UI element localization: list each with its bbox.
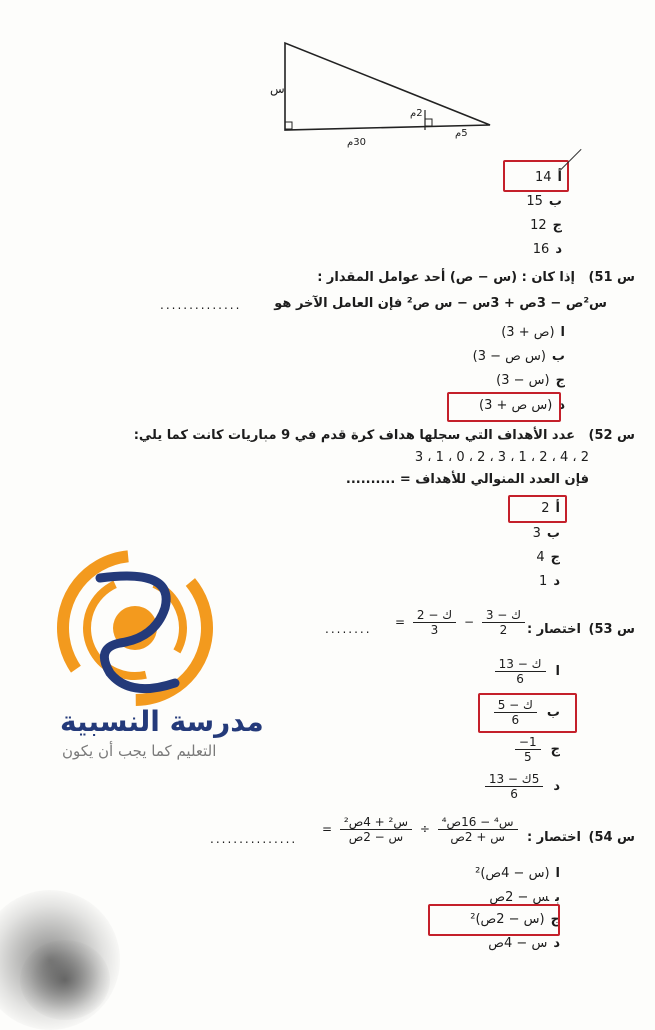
q52-number: س 52) [588,428,635,443]
school-name: مدرسة النسبية [60,705,264,738]
q54-fraction-2: $\frac{\text{س² + 4ص²}}{\text{س − 2ص}}$ [340,815,412,844]
q50-option-b: ب15 [526,194,562,209]
q53-answer-blank: ........ [325,622,372,636]
school-logo-icon [55,548,215,708]
q52-option-d: د1 [539,574,560,589]
q53-expression: = $\frac{\text{ك − 2}}{3}$ − $\frac{\text{ك − 3}}{2}$ [395,608,529,637]
triangle-angle-label: 5م [455,128,468,139]
q52-line3: فإن العدد المنوالي للأهداف = .......... [345,472,589,487]
q54-option-d: دس − 4ص [488,936,560,951]
q50-correct-box [503,160,569,192]
q54-fraction-1: $\frac{\text{س⁴ − 16ص⁴}}{\text{س + 2ص}}$ [438,815,518,844]
q54-number: س 54) [588,830,635,845]
school-slogan: التعليم كما يجب أن يكون [62,742,217,760]
q53-label: اختصار : [526,622,581,637]
q54-option-a: ا(س − 4ص)² [475,866,560,881]
q52-line2: 3 ، 1 ، 0 ، 2 ، 3 ، 1 ، 2 ، 4 ، 2 [414,450,589,465]
q53-fraction-1: $\frac{\text{ك − 3}}{2}$ [482,608,525,637]
q52-correct-box [508,495,567,523]
q52-option-a: أ2 [541,501,560,516]
q53-option-a: ا $\frac{\text{ك − 13}}{6}$ [491,657,560,686]
q51-option-b: ب(س ص − 3) [472,349,565,364]
triangle-base-label: 30م [347,137,366,148]
triangle-height-label: 2م [410,108,423,119]
q50-option-a: أ14 [534,170,562,185]
q54-answer-blank: ............... [210,832,298,846]
q50-option-d: د16 [532,242,562,257]
q54-correct-box [428,904,560,936]
q53-fraction-2: $\frac{\text{ك − 2}}{3}$ [413,608,456,637]
q52-option-c: ج4 [536,550,560,565]
q53-number: س 53) [588,622,635,637]
q54-expression: = $\frac{\text{س² + 4ص²}}{\text{س − 2ص}}$ ÷ $\frac{\text{س⁴ − 16ص⁴}}{\text{س + 2ص}}$ [322,815,522,844]
q53-option-d: د $\frac{\text{5ك − 13}}{6}$ [481,772,560,801]
q54-option-b: بس − 2ص [489,890,560,905]
q51-option-a: ا(ص + 3) [501,325,565,340]
q53-option-c: ج $\frac{1-}{5}$ [511,735,560,764]
q54-label: اختصار : [526,830,581,845]
q51-correct-box [447,392,561,422]
q52-line1: عدد الأهداف التي سجلها هداف كرة قدم في 9 مباريات كانت كما يلي: [133,428,575,443]
triangle-side-label: س [270,82,285,96]
q52-option-b: ب3 [532,526,560,541]
q51-line2: س²ص − 3ص + 3س − س ص² فإن العامل الآخر هو [274,296,607,311]
q50-option-c: ج12 [530,218,562,233]
q51-answer-blank: .............. [160,298,242,312]
q54-option-c: ج(س − 2ص)² [470,912,560,927]
q51-option-c: ج(س − 3) [496,373,565,388]
q53-correct-box [478,693,577,733]
q51-option-d: د(س ص + 3) [479,398,565,413]
q51-number: س 51) [588,270,635,285]
q53-option-b: ب $\frac{\text{ك − 5}}{6}$ [490,698,560,727]
scan-smudge [20,940,110,1020]
q51-line1: إذا كان : (س − ص) أحد عوامل المقدار : [317,270,575,285]
